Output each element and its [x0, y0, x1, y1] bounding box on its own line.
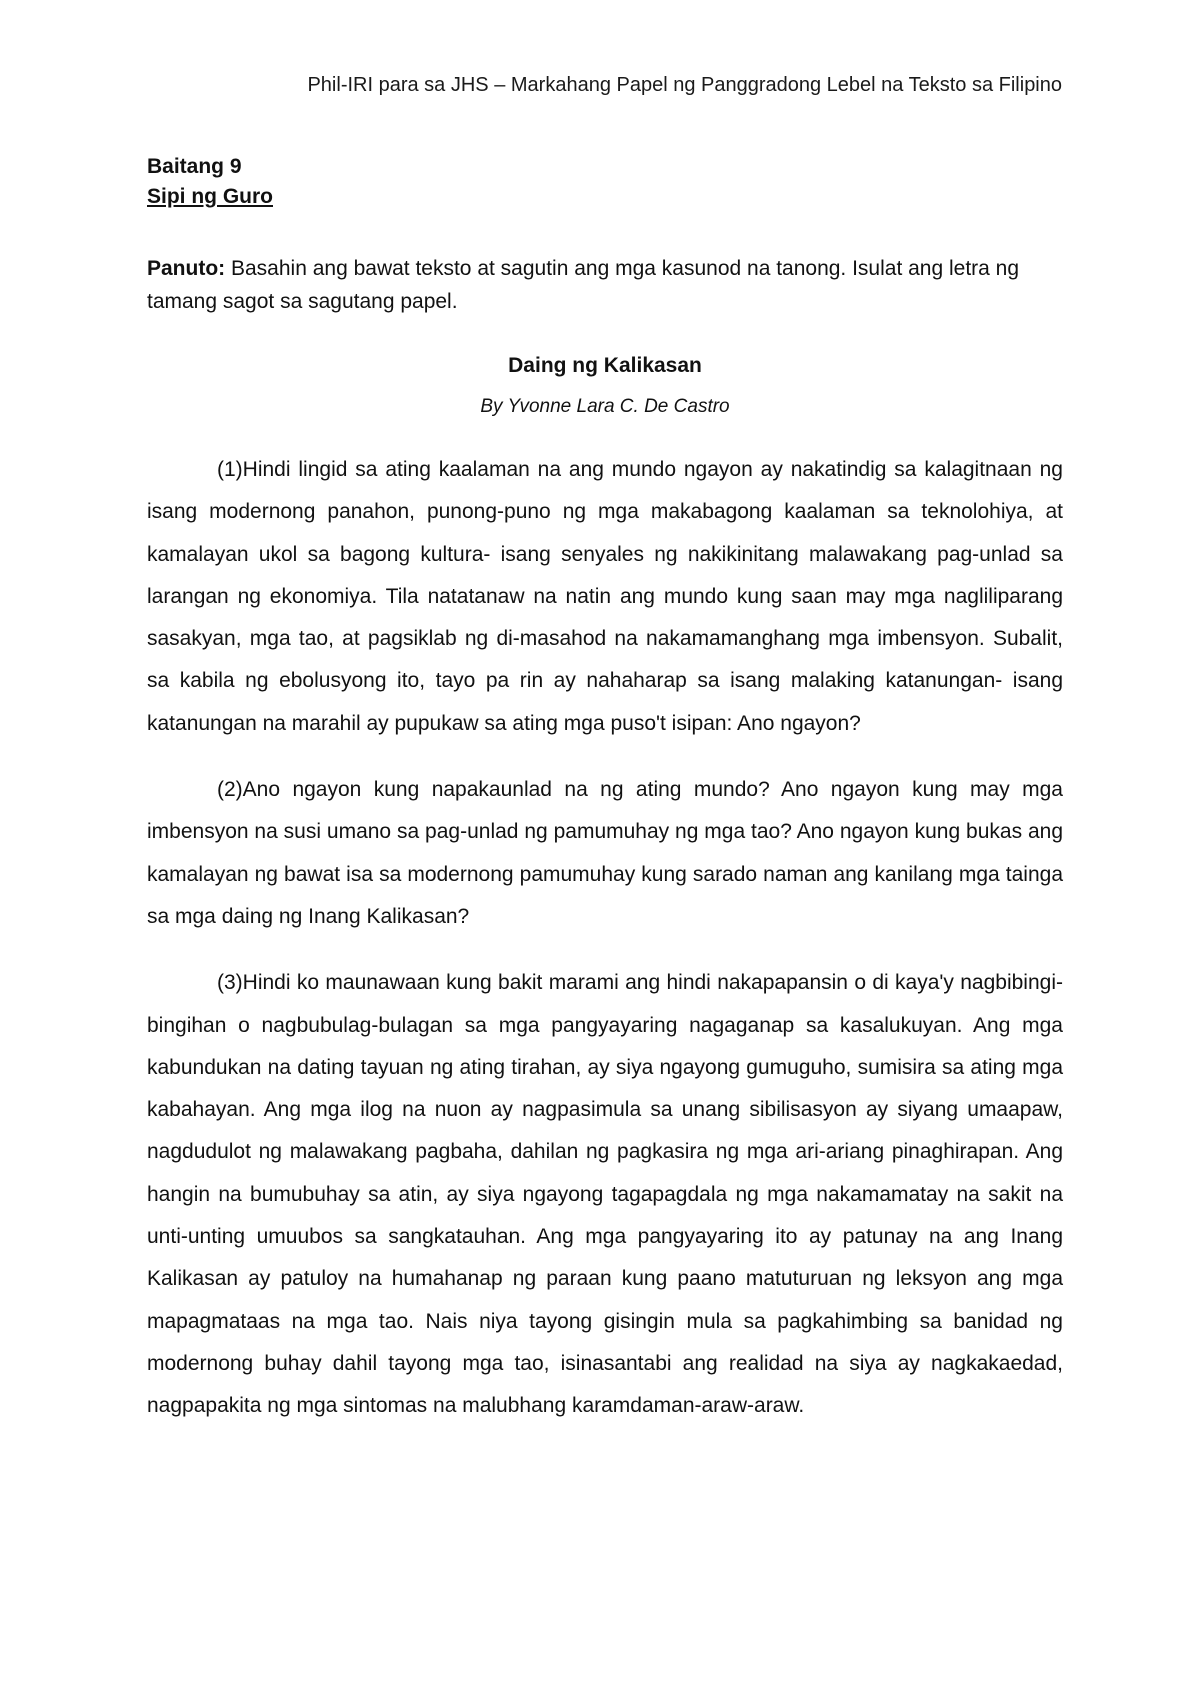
instructions-text: Basahin ang bawat teksto at sagutin ang mga kasunod na tanong. Isulat ang letra ng tamang sagot sa sagutang papel.: [147, 257, 1020, 313]
paragraph-1: (1)Hindi lingid sa ating kaalaman na ang mundo ngayon ay nakatindig sa kalagitnaan ng isang modernong panahon, punong-puno ng mga makabagong kaalaman sa teknolohiya, at kamalayan ukol sa bagong kultura- isang senyales ng nakikinitang malawakang pag-unlad sa larangan ng ekonomiya. Tila natatanaw na natin ang mundo kung saan may mga nagliliparang sasakyan, mga tao, at pagsiklab ng di-masahod na nakamamanghang mga imbensyon. Subalit, sa kabila ng ebolusyong ito, tayo pa rin ay nahaharap sa isang malaking katanungan- isang katanungan na marahil ay pupukaw sa ating mga puso't isipan: Ano ngayon?: [147, 458, 1063, 735]
paragraph-3: (3)Hindi ko maunawaan kung bakit marami ang hindi nakapapansin o di kaya'y nagbibingi-bingihan o nagbubulag-bulagan sa mga pangyayaring nagaganap sa kasalukuyan. Ang mga kabundukan na dating tayuan ng ating tirahan, ay siya ngayong gumuguho, sumisira sa ating mga kabahayan. Ang mga ilog na nuon ay nagpasimula sa unang sibilisasyon ay siyang umaapaw, nagdudulot ng malawakang pagbaha, dahilan ng pagkasira ng mga ari-ariang pinaghirapan. Ang hangin na bumubuhay sa atin, ay siya ngayong tagapagdala ng mga nakamamatay na sakit na unti-unting umuubos sa sangkatauhan. Ang mga pangyayaring ito ay patunay na ang Inang Kalikasan ay patuloy na humahanap ng paraan kung paano matuturuan ng leksyon ang mga mapagmataas na mga tao. Nais niya tayong gisingin mula sa pagkahimbing sa banidad ng modernong buhay dahil tayong mga tao, isinasantabi ang realidad na siya ay nagkakaedad, nagpapakita ng mga sintomas na malubhang karamdaman-araw-araw.: [147, 971, 1063, 1418]
document-body: [147, 152, 1063, 1428]
story-title: Daing ng Kalikasan: [508, 354, 702, 377]
grade-level: Baitang 9: [147, 155, 242, 178]
instructions: [147, 252, 1063, 318]
copy-label: Sipi ng Guro: [147, 185, 273, 208]
paragraph-2: (2)Ano ngayon kung napakaunlad na ng ating mundo? Ano ngayon kung may mga imbensyon na susi umano sa pag-unlad ng pamumuhay ng mga tao? Ano ngayon kung bukas ang kamalayan ng bawat isa sa modernong pamumuhay kung sarado naman ang kanilang mga tainga sa mga daing ng Inang Kalikasan?: [147, 778, 1063, 928]
story-author: By Yvonne Lara C. De Castro: [480, 396, 730, 417]
running-header: Phil-IRI para sa JHS – Markahang Papel ng Panggradong Lebel na Teksto sa Filipino: [307, 74, 1062, 96]
instructions-label: Panuto:: [147, 257, 226, 280]
